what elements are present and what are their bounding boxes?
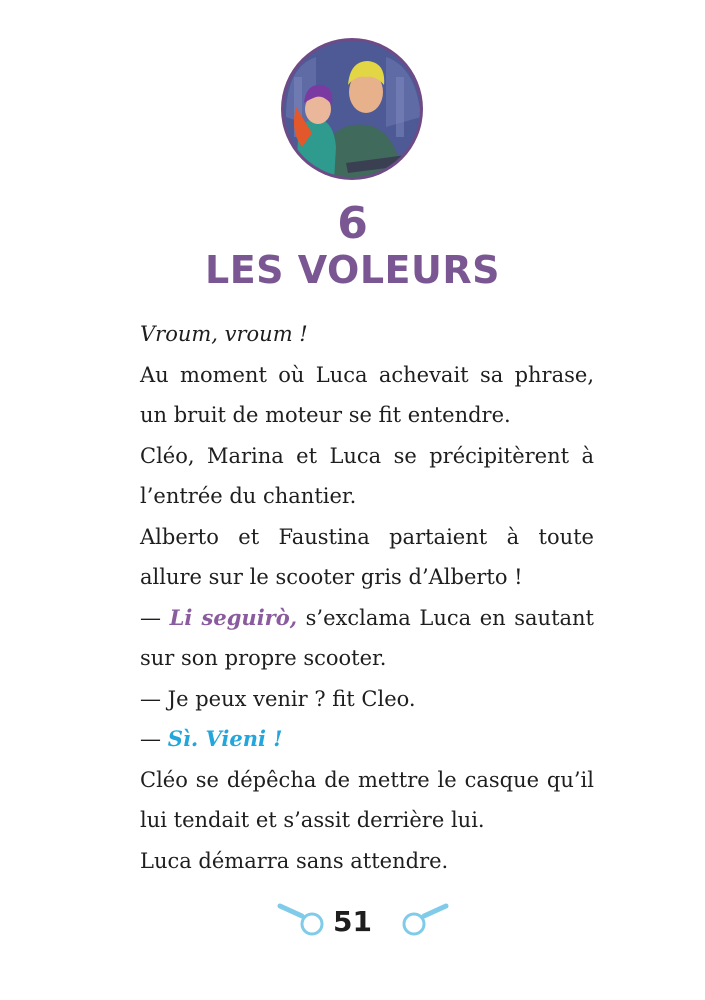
chapter-illustration: [276, 37, 428, 181]
italian-phrase: Li seguirò,: [169, 604, 298, 630]
dialogue-line: [114, 719, 594, 760]
paragraph: [114, 436, 594, 517]
magnifying-glass-icon: [402, 900, 450, 940]
dialogue-line: [114, 598, 594, 679]
paragraph-text: Cléo, Marina et Luca se précipitèrent à l’entrée du chantier.: [140, 443, 594, 508]
paragraph: Luca démarra sans attendre.: [140, 848, 449, 873]
chapter-body: [114, 314, 594, 881]
paragraph: Au moment où Luca achevait sa phrase, un bruit de moteur se fit entendre.: [140, 362, 594, 427]
paragraph: Cléo se dépêcha de mettre le casque qu’il lui tendait et s’assit derrière lui.: [140, 767, 594, 832]
page-number: 51: [333, 905, 372, 938]
chapter-number: 6: [337, 198, 368, 249]
dialogue-dash: —: [140, 727, 168, 751]
paragraph-onomatopoeia: Vroum, vroum !: [140, 322, 308, 346]
dialogue-dash: —: [140, 605, 170, 630]
paragraph: Alberto et Faustina partaient à toute allure sur le scooter gris d’Alberto !: [140, 524, 594, 589]
chapter-title: LES VOLEURS: [205, 248, 500, 292]
italian-phrase: Sì. Vieni !: [167, 726, 283, 751]
dialogue-text: s’exclama Luca en sautant sur son propre scooter.: [140, 605, 594, 670]
dialogue-line: — Je peux venir ? fit Cleo.: [140, 686, 416, 711]
